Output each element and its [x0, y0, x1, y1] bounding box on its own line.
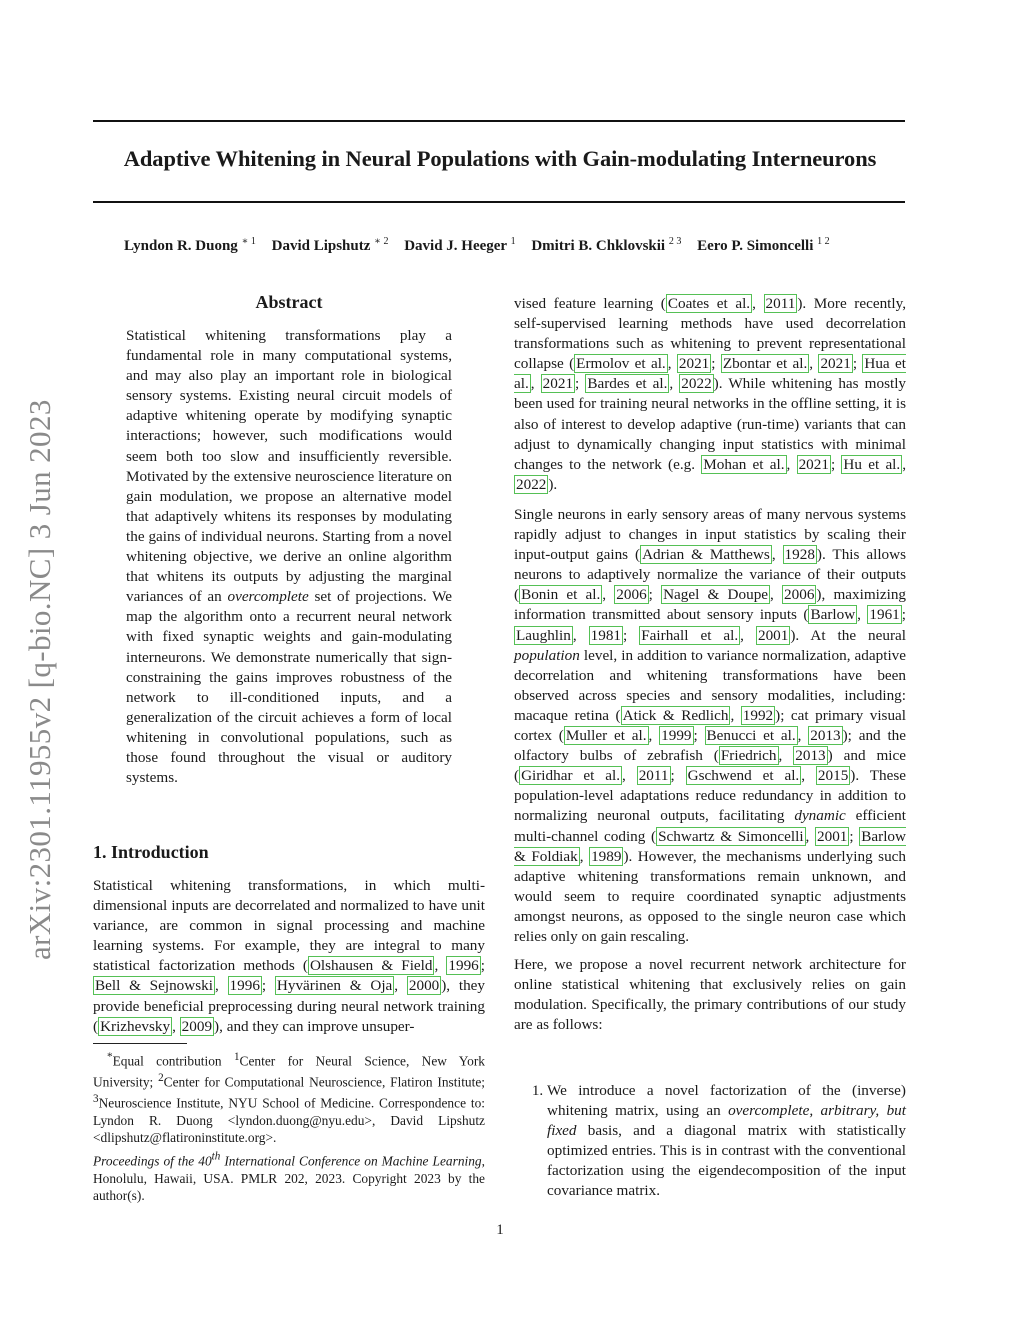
citation-link[interactable]: 2013 — [810, 727, 841, 745]
citation-link[interactable]: Hua et al. — [514, 355, 906, 393]
title-bottom-rule — [93, 201, 905, 203]
citation-link[interactable]: Gschwend et al. — [687, 767, 800, 785]
citation-link[interactable]: Zbontar et al. — [722, 355, 808, 373]
citation-link[interactable]: 2021 — [798, 455, 829, 473]
citation-link[interactable]: 1996 — [229, 977, 260, 995]
citation-link[interactable]: Nagel & Doupe — [663, 586, 769, 604]
citation-link[interactable]: 2021 — [820, 355, 851, 373]
citation-link[interactable]: 2006 — [616, 586, 647, 604]
citation-link[interactable]: Schwartz & Simoncelli — [658, 827, 804, 845]
paper-title: Adaptive Whitening in Neural Populations with Gain-modulating Interneurons — [123, 146, 877, 171]
citation-link[interactable]: 2015 — [817, 767, 849, 785]
citation-link[interactable]: 2011 — [638, 767, 669, 785]
citation-link[interactable]: 2001 — [757, 626, 789, 644]
citation-link[interactable]: 2013 — [795, 747, 826, 765]
list-item: 1. We introduce a novel factorization of the (inverse) whitening matrix, using an overcomplete, arbitrary, but fixed basis, and a diagonal matrix with statistically optimized entries. This is in contrast with the conventional factorization using the eigendecomposition of the input covariance matrix. — [547, 1081, 906, 1202]
arxiv-stamp: arXiv:2301.11955v2 [q-bio.NC] 3 Jun 2023 — [22, 399, 57, 960]
right-paragraph-2: Single neurons in early sensory areas of many nervous systems rapidly adjust to changes in input statistics by scaling their input-output gains ( Adrian & Matthews , 1928 ). This allows neurons to adaptively normalize the variance of their outputs ( Bonin et al. , 2006 ; Nagel & Doupe , 2006 ), maximizing information transmitted about sensory inputs ( Barlow , 1961 ; Laughlin , 1981 ; Fairhall et al. , 2001 ). At the neural population level, in addition to variance normalization, adaptive decorrelation and whitening transformations have been observed across species and sensory modalities, including: macaque retina ( Atick & Redlich , 1992 ); cat primary visual cortex ( Muller et al. , 1999 ; Benucci et al. , 2013 ); and the olfactory bulbs of zebrafish ( Friedrich , 2013 ) and mice ( Giridhar et al. , 2011 ; Gschwend et al. , 2015 ). These population-level adaptations reduce redundancy in addition to normalizing neuronal outputs, facilitating dynamic efficient multi-channel coding ( Schwartz & Simoncelli , 2001 ; Barlow & Foldiak , 1989 ). However, the mechanisms underlying such adaptive whitening transformations remain unknown, and would seem to require coordinated synaptic adjustments amongst neurons, as opposed to the single neuron case which relies only on gain rescaling. — [514, 506, 907, 945]
citation-link[interactable]: 2021 — [542, 375, 574, 393]
author-list — [124, 236, 842, 255]
section-heading-introduction: 1. Introduction — [93, 842, 209, 862]
citation-link[interactable]: Atick & Redlich — [622, 706, 729, 724]
right-paragraph-1: vised feature learning ( Coates et al. , 2011 ). More recently, self-supervised learning methods have used decorrelation transformations such as whitening to prevent representational collapse ( Ermolov et al. , 2021 ; Zbontar et al. , 2021 ; Hua et al. , 2021 ; Bardes et al. , 2022 ). While whitening has mostly been used for training neural networks in the offline setting, it is also of interest to develop adaptive (run-time) variants that can adjust to dynamically changing input statistics with minimal changes to the network (e.g. Mohan et al. , 2021 ; Hu et al. , 2022 ). — [514, 295, 907, 493]
citation-link[interactable]: 2006 — [784, 586, 815, 604]
footnote-rule — [93, 1043, 187, 1044]
citation-link[interactable]: 2011 — [765, 295, 796, 312]
citation-link[interactable]: 1996 — [448, 957, 479, 975]
citation-link[interactable]: 1989 — [591, 847, 622, 865]
citation-link[interactable]: 2022 — [516, 475, 547, 493]
citation-link[interactable]: Olshausen & Field — [309, 957, 433, 975]
author: David Lipshutz $^{∗ 2}$ — [271, 236, 389, 254]
contributions-list — [514, 1081, 906, 1202]
top-rule — [93, 120, 905, 122]
citation-link[interactable]: 2001 — [817, 827, 848, 845]
citation-link[interactable]: Laughlin — [516, 626, 571, 644]
intro-paragraph: Statistical whitening transformations, in which multi-dimensional inputs are decorrelated and normalized to have unit variance, are common in signal processing and machine learning systems. For example, they are integral to many statistical factorization methods ( Olshausen & Field , 1996 ; Bell & Sejnowski , 1996 ; Hyvärinen & Oja , 2000 ), they provide beneficial preprocessing during neural network training ( Krizhevsky , 2009 ), and they can improve unsuper- — [93, 877, 486, 1035]
citation-link[interactable]: 1928 — [784, 546, 815, 564]
citation-link[interactable]: 2021 — [678, 355, 710, 373]
citation-link[interactable]: Bonin et al. — [521, 586, 601, 604]
citation-link[interactable]: Benucci et al. — [706, 727, 796, 745]
page-number: 1 — [496, 1222, 504, 1238]
citation-link[interactable]: Bardes et al. — [587, 375, 668, 393]
citation-link[interactable]: Mohan et al. — [703, 455, 785, 473]
citation-link[interactable]: 1961 — [869, 606, 900, 624]
citation-link[interactable]: Barlow & Foldiak — [514, 827, 906, 865]
citation-link[interactable]: Fairhall et al. — [641, 626, 739, 644]
footnote-proceedings: Proceedings of the 40th International Conference on Machine Learning, Honolulu, Hawaii, USA. PMLR 202, 2023. Copyright 2023 by the author(s). — [93, 1151, 485, 1204]
citation-link[interactable]: 2009 — [181, 1017, 213, 1035]
author: Lyndon R. Duong $^{∗ 1}$ — [124, 236, 256, 254]
author: Eero P. Simoncelli $^{1 2}$ — [697, 236, 830, 254]
citation-link[interactable]: 2000 — [408, 977, 440, 995]
citation-link[interactable]: 1981 — [590, 626, 622, 644]
citation-link[interactable]: Hu et al. — [843, 455, 901, 473]
citation-link[interactable]: Barlow — [810, 606, 856, 624]
citation-link[interactable]: 2022 — [681, 375, 712, 393]
citation-link[interactable]: Muller et al. — [565, 727, 647, 745]
citation-link[interactable]: Friedrich — [720, 747, 777, 765]
citation-link[interactable]: 1999 — [661, 727, 692, 745]
author: Dmitri B. Chklovskii $^{2 3}$ — [531, 236, 682, 254]
citation-link[interactable]: Coates et al. — [667, 295, 751, 312]
citation-link[interactable]: Ermolov et al. — [576, 355, 666, 373]
author: David J. Heeger $^1$ — [404, 236, 516, 254]
citation-link[interactable]: Adrian & Matthews — [642, 546, 770, 564]
abstract-heading: Abstract — [255, 292, 323, 312]
citation-link[interactable]: Krizhevsky — [100, 1017, 171, 1035]
right-paragraph-3: Here, we propose a novel recurrent network architecture for online statistical whitening that exclusively relies on gain modulation. Specifically, the primary contributions of our study are as follows: — [514, 956, 906, 1034]
citation-link[interactable]: Hyvärinen & Oja — [276, 977, 393, 995]
abstract-text: Statistical whitening transformations play a fundamental role in many computational systems, and may also play an important role in biological sensory systems. Existing neural circuit models of adaptive whitening operate by modifying synaptic interactions; however, such modifications would seem both too slow and insufficiently reversible. Motivated by the extensive neuroscience literature on gain modulation, we propose an alternative model that adaptively whitens its responses by modulating the gains of individual neurons. Starting from a novel whitening objective, we derive an online algorithm that whitens its outputs by adjusting the marginal variances of an overcomplete set of projections. We map the algorithm onto a recurrent neural network with fixed synaptic weights and gain-modulating interneurons. We demonstrate numerically that sign-constraining the gains improves robustness of the network to ill-conditioned inputs, and a generalization of the circuit achieves a form of local whitening in convolutional populations, such as those found throughout the visual or auditory systems. — [126, 327, 452, 787]
citation-link[interactable]: Giridhar et al. — [521, 767, 621, 785]
footnote-affiliations: *Equal contribution $^1$Center for Neural Science, New York University; $^2$Center for Computational Neuroscience, Flatiron Institute; $^3$Neuroscience Institute, NYU School of Medicine. Correspondence to: Lyndon R. Duong <lyndon.duong@nyu.edu>, David Lipshutz <dlipshutz@flatironinstitute.org>. — [93, 1051, 485, 1146]
citation-link[interactable]: Bell & Sejnowski — [95, 977, 213, 995]
citation-link[interactable]: 1992 — [742, 706, 774, 724]
